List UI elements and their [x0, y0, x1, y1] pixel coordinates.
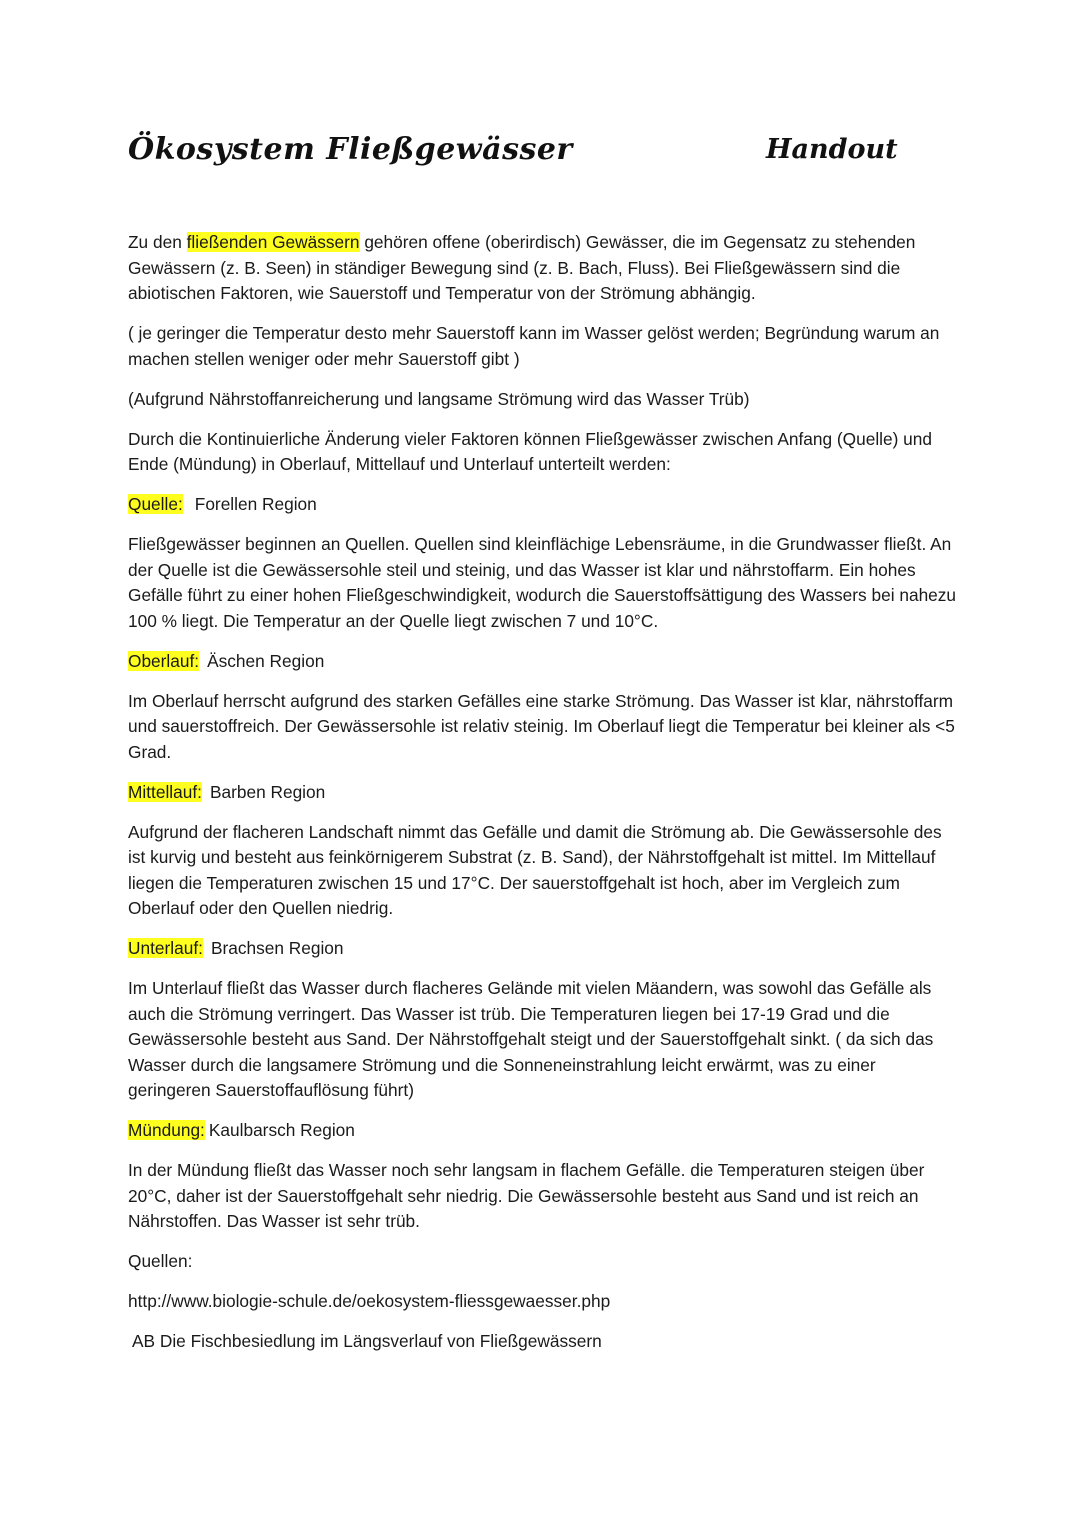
region-name: Brachsen Region: [210, 938, 344, 958]
region-name: Kaulbarsch Region: [208, 1120, 355, 1140]
intro-paragraph: [128, 230, 958, 307]
section-label: Mittellauf:: [128, 781, 202, 802]
note-oxygen: ( je geringer die Temperatur desto mehr Sauerstoff kann im Wasser gelöst werden; Begründung warum an machen stellen weniger oder mehr Sauerstoff gibt ): [128, 323, 940, 369]
note-turbidity: (Aufgrund Nährstoffanreicherung und langsame Strömung wird das Wasser Trüb): [128, 388, 750, 409]
intro-text-after: gehören offene (oberirdisch) Gewässer, die im Gegensatz zu stehenden Gewässern (z. B. Seen) in ständiger Bewegung sind (z. B. Bach, Fluss). Bei Fließgewässern sind die abiotischen Faktoren, wie Sauerstoff und Temperatur von der Strömung abhängig.: [128, 232, 916, 303]
transition-paragraph: Durch die Kontinuierliche Änderung vieler Faktoren können Fließgewässer zwischen Anfang (Quelle) und Ende (Mündung) in Oberlauf, Mittellauf und Unterlauf unterteilt werden:: [128, 428, 933, 474]
region-name: Barben Region: [209, 781, 326, 802]
section-text-oberlauf: Im Oberlauf herrscht aufgrund des starken Gefälles eine starke Strömung. Das Wasser ist klar, nährstoffarm und sauerstoffreich. Der Gewässersohle ist relativ steinig. Im Oberlauf liegt die Temperatur bei kleiner als <5 Grad.: [128, 690, 955, 762]
highlighted-term: fließenden Gewässern: [186, 232, 360, 252]
section-text-unterlauf: Im Unterlauf fließt das Wasser durch flacheres Gelände mit vielen Mäandern, was sowohl das Gefälle als auch die Strömung verringert. Das Wasser ist trüb. Die Temperaturen liegen bei 17-19 Grad und die Gewässersohle besteht aus Sand. Der Nährstoffgehalt steigt und der Sauerstoffgehalt sinkt. ( da sich das Wasser durch die langsamere Strömung und die Sonneneinstrahlung leicht erwärmt, was zu einer geringeren Sauerstoffauflösung führt): [128, 978, 934, 1100]
section-heading-unterlauf: [128, 936, 958, 962]
section-heading-quelle: [128, 492, 958, 518]
region-name: Forellen Region: [194, 494, 317, 514]
document-title: Ökosystem Fließgewässer: [128, 132, 573, 167]
section-label: Quelle:: [128, 494, 183, 514]
sources-heading: Quellen:: [128, 1251, 193, 1271]
intro-text-before: Zu den: [128, 232, 187, 252]
region-name: Äschen Region: [207, 650, 325, 671]
section-text-quelle: Fließgewässer beginnen an Quellen. Quellen sind kleinflächige Lebensräume, in die Grundwasser fließt. An der Quelle ist die Gewässersohle steil und steinig, und das Wasser ist klar und nährstoffarm. Ein hohes Gefälle führt zu einer hohen Fließgeschwindigkeit, wodurch die Sauerstoffsättigung des Wassers bei nahezu 100 % liegt. Die Temperatur an der Quelle liegt zwischen 7 und 10°C.: [128, 534, 957, 631]
document-body: [128, 230, 958, 1369]
section-heading-muendung: [128, 1118, 958, 1144]
section-heading-mittellauf: [128, 780, 958, 806]
section-heading-oberlauf: [128, 649, 958, 675]
source-worksheet: AB Die Fischbesiedlung im Längsverlauf von Fließgewässern: [132, 1331, 602, 1351]
section-text-mittellauf: Aufgrund der flacheren Landschaft nimmt das Gefälle und damit die Strömung ab. Die Gewässersohle des ist kurvig und besteht aus feinkörnigerem Substrat (z. B. Sand), der Nährstoffgehalt ist mittel. Im Mittellauf liegen die Temperaturen zwischen 15 und 17°C. Der sauerstoffgehalt ist hoch, aber im Vergleich zum Oberlauf oder den Quellen niedrig.: [128, 821, 942, 918]
section-label: Unterlauf:: [128, 938, 203, 958]
handout-label: Handout: [766, 134, 898, 165]
section-label: Mündung:: [128, 1120, 205, 1140]
source-link[interactable]: http://www.biologie-schule.de/oekosystem-fliessgewaesser.php: [128, 1291, 611, 1311]
section-label: Oberlauf:: [128, 650, 200, 671]
section-text-muendung: In der Mündung fließt das Wasser noch sehr langsam in flachem Gefälle. die Temperaturen steigen über 20°C, daher ist der Sauerstoffgehalt sehr niedrig. Die Gewässersohle besteht aus Sand und ist reich an Nährstoffen. Das Wasser ist sehr trüb.: [128, 1160, 925, 1231]
